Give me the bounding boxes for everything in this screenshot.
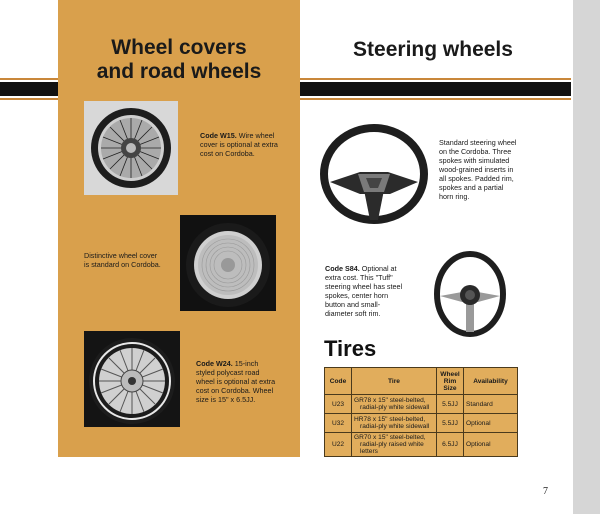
s84-caption [325,264,425,318]
caption-line: Optional at [361,264,397,273]
rim-header-line: Rim [443,377,457,385]
caption-line: cost on Cordoba. [200,149,255,158]
standard-wheel-cover-photo [180,215,276,311]
black-stripe-left [0,82,58,96]
tire-line: radial-ply white sidewall [360,404,430,411]
table-row [325,414,518,433]
rim-size: 5.5JJ [437,395,464,414]
code-column-header: Code [325,368,352,395]
availability-column-header: Availability [464,368,518,395]
tire-code: U32 [325,414,352,433]
caption-line: cover is optional at extra [200,140,278,149]
tire-line: GR70 x 15" steel-belted, [354,434,426,441]
table-row [325,433,518,457]
caption-line: horn ring. [439,192,470,201]
rim-header-line: Wheel [440,370,460,378]
tire-description [352,395,437,414]
heading-line: and road wheels [96,60,262,83]
divider-line [0,78,58,80]
caption-line: spokes and a partial [439,183,504,192]
heading-line: Wheel covers [111,36,247,59]
availability: Standard [464,395,518,414]
rim-column-header [437,368,464,395]
caption-line: size is 15" x 6.5JJ. [196,395,256,404]
availability: Optional [464,433,518,457]
caption-line: wheel is optional at extra [196,377,276,386]
tire-code: U23 [325,395,352,414]
tire-code: U22 [325,433,352,457]
caption-line: 15-inch [234,359,259,368]
steering-wheels-heading: Steering wheels [353,38,513,61]
availability: Optional [464,414,518,433]
caption-line: spokes, center horn [325,291,389,300]
tire-line: HR78 x 15" steel-belted, [354,416,426,423]
caption-line: diameter soft rim. [325,309,381,318]
w15-code: Code W15. [200,131,237,140]
wire-wheel-photo [84,101,178,195]
table-row [325,395,518,414]
tire-description [352,433,437,457]
tire-line: radial-ply raised white letters [360,441,424,455]
caption-line: on the Cordoba. Three [439,147,512,156]
black-stripe-right [300,82,571,96]
divider-line [300,98,571,100]
tire-column-header: Tire [352,368,437,395]
w24-caption [196,359,288,404]
caption-line: steering wheel has steel [325,282,403,291]
caption-line: button and small- [325,300,381,309]
tire-line: radial-ply white sidewall [360,423,430,430]
w24-code: Code W24. [196,359,233,368]
caption-line: Distinctive wheel cover [84,251,158,260]
rim-size: 6.5JJ [437,433,464,457]
caption-line: is standard on Cordoba. [84,260,161,269]
s84-code: Code S84. [325,264,360,273]
table-header-row [325,368,518,395]
caption-line: spokes with simulated [439,156,510,165]
standard-steering-caption [439,138,539,201]
standard-wheel-cover-caption [84,251,179,269]
divider-line [300,78,571,80]
divider-line [0,98,58,100]
caption-line: styled polycast road [196,368,260,377]
w15-caption [200,131,290,158]
tires-table [324,367,518,457]
tire-description [352,414,437,433]
caption-line: Wire wheel [238,131,275,140]
rim-size: 5.5JJ [437,414,464,433]
rim-header-line: Size [443,384,457,392]
page-number: 7 [543,486,548,497]
caption-line: wood-grained inserts in [439,165,514,174]
polycast-wheel-photo [84,331,180,427]
tire-line: GR78 x 15" steel-belted, [354,397,426,404]
caption-line: Standard steering wheel [439,138,517,147]
tuff-steering-wheel-photo [432,248,508,340]
wheel-covers-heading [58,36,300,84]
caption-line: all spokes. Padded rim, [439,174,514,183]
caption-line: cost on Cordoba. Wheel [196,386,274,395]
tires-heading: Tires [324,336,377,361]
caption-line: extra cost. This "Tuff" [325,273,393,282]
scrollbar[interactable] [573,0,600,514]
standard-steering-wheel-photo [320,120,428,228]
